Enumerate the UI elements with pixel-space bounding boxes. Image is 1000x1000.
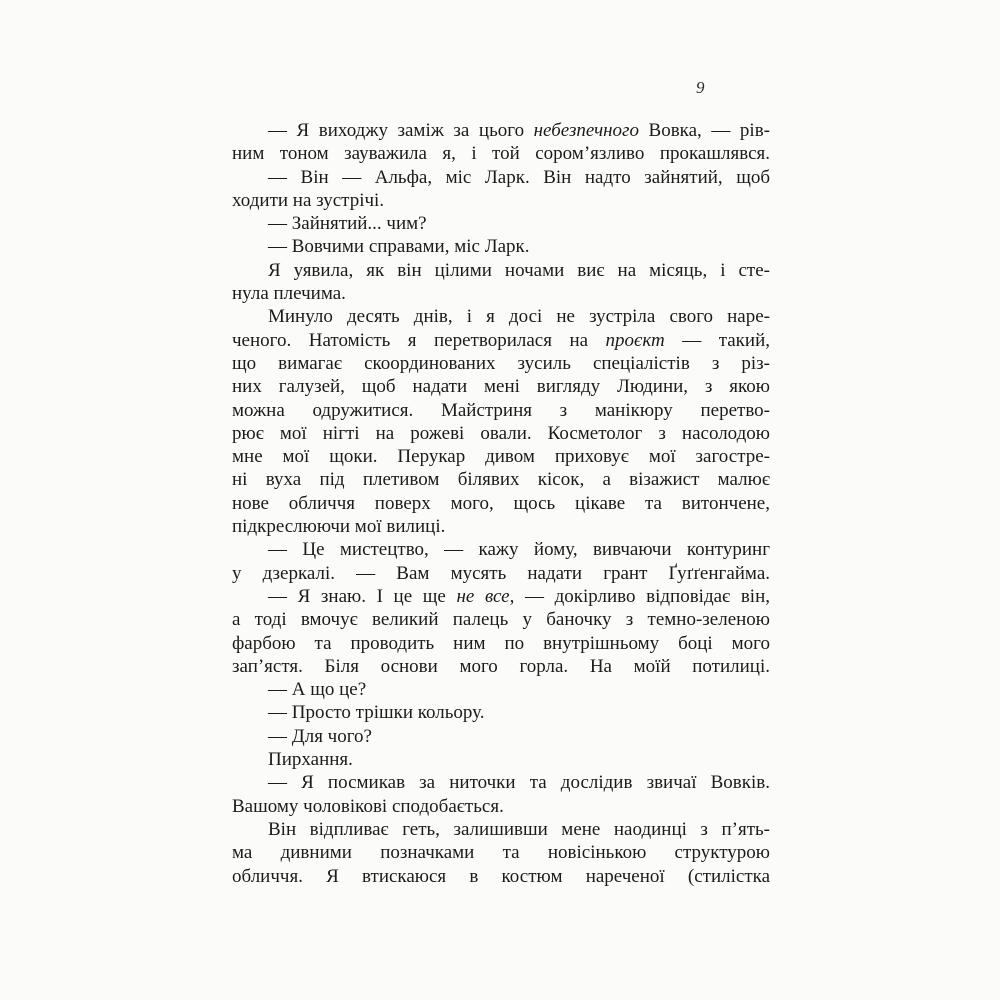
text-line — [232, 678, 770, 701]
text-line — [232, 795, 770, 818]
text-run: обличчя. Я втискаюся в костюм нареченої (стилістка — [232, 865, 770, 887]
text-line — [232, 865, 770, 888]
text-run: а тоді вмочує великий палець у баночку з темно-зеленою — [232, 609, 770, 631]
text-run: Він відпливає геть, залишивши мене наодинці з п’ять- — [268, 818, 770, 840]
text-run: Вашому чоловікові сподобається. — [232, 795, 504, 817]
paragraph — [232, 748, 770, 771]
text-run: підкреслюючи мої вилиці. — [232, 516, 446, 538]
text-line — [232, 655, 770, 678]
italic-text-run: проєкт — [605, 329, 665, 351]
text-line — [232, 841, 770, 864]
text-run: можна одружитися. Майстриня з манікюру перетво- — [232, 399, 770, 421]
text-run: — Вовчими справами, міс Ларк. — [268, 236, 530, 258]
paragraph — [232, 119, 770, 166]
text-run: — Це мистецтво, — кажу йому, вивчаючи контуринг — [268, 539, 770, 561]
text-line — [232, 562, 770, 585]
text-run: у дзеркалі. — Вам мусять надати грант Ґуґґенгайма. — [232, 562, 770, 584]
text-run: ма дивними позначками та новісінькою структурою — [232, 842, 770, 864]
text-line — [232, 771, 770, 794]
text-line — [232, 329, 770, 352]
paragraph — [232, 771, 770, 818]
text-run: зап’ястя. Біля основи мого горла. На моїй потилиці. — [232, 655, 770, 677]
text-line — [232, 166, 770, 189]
text-line — [232, 189, 770, 212]
text-line — [232, 748, 770, 771]
text-line — [232, 375, 770, 398]
paragraph — [232, 166, 770, 213]
text-run: Минуло десять днів, і я досі не зустріла свого наре- — [268, 306, 770, 328]
text-line — [232, 632, 770, 655]
text-run: ні вуха під плетивом білявих кісок, а візажист малює — [232, 469, 770, 491]
text-line — [232, 399, 770, 422]
text-line — [232, 445, 770, 468]
paragraph — [232, 585, 770, 678]
text-run: — Зайнятий... чим? — [268, 213, 427, 235]
paragraph — [232, 538, 770, 585]
paragraph — [232, 305, 770, 538]
text-run: — Для чого? — [268, 725, 372, 747]
text-line — [232, 818, 770, 841]
text-run: — А що це? — [268, 679, 367, 701]
text-line — [232, 235, 770, 258]
text-run: Я уявила, як він цілими ночами виє на місяць, і сте- — [268, 259, 770, 281]
text-run: — такий, — [664, 329, 770, 351]
paragraph — [232, 259, 770, 306]
page-number: 9 — [696, 78, 705, 97]
text-run: нове обличчя поверх мого, щось цікаве та витончене, — [232, 492, 770, 514]
text-run: фарбою та проводить ним по внутрішньому боці мого — [232, 632, 770, 654]
text-line — [232, 305, 770, 328]
paragraph — [232, 725, 770, 748]
text-line — [232, 585, 770, 608]
text-run: — Я виходжу заміж за цього — [268, 120, 534, 141]
text-run: нула плечима. — [232, 283, 346, 305]
text-run: мне мої щоки. Перукар дивом приховує мої загостре- — [232, 446, 770, 468]
text-run: — Він — Альфа, міс Ларк. Він надто зайнятий, щоб — [268, 166, 770, 188]
paragraph — [232, 235, 770, 258]
text-run: них галузей, щоб надати мені вигляду Людини, з якою — [232, 376, 770, 398]
paragraph — [232, 212, 770, 235]
text-run: — Я посмикав за ниточки та дослідив звичаї Вовків. — [268, 772, 770, 794]
paragraph — [232, 701, 770, 724]
text-line — [232, 259, 770, 282]
text-run: що вимагає скоординованих зусиль спеціалістів з різ- — [232, 352, 770, 374]
text-block — [232, 119, 770, 888]
paragraph — [232, 678, 770, 701]
text-run: ченого. Натомість я перетворилася на — [232, 329, 606, 351]
text-line — [232, 725, 770, 748]
text-run: — Просто трішки кольору. — [268, 702, 485, 724]
text-line — [232, 515, 770, 538]
text-run: ходити на зустрічі. — [232, 189, 385, 211]
italic-text-run: не все — [456, 585, 510, 607]
italic-text-run: небезпечного — [533, 120, 639, 141]
text-line — [232, 352, 770, 375]
text-run: , — докірливо відповідає він, — [509, 585, 770, 607]
paragraph — [232, 818, 770, 888]
text-run: рює мої нігті на рожеві овали. Косметолог з насолодою — [232, 422, 770, 444]
text-line — [232, 119, 770, 142]
text-line — [232, 212, 770, 235]
text-run: — Я знаю. І це ще — [268, 585, 457, 607]
text-line — [232, 422, 770, 445]
text-run: ним тоном зауважила я, і той сором’язливо прокашлявся. — [232, 143, 770, 165]
text-run: Пирхання. — [268, 749, 353, 771]
text-line — [232, 538, 770, 561]
text-line — [232, 701, 770, 724]
text-line — [232, 282, 770, 305]
text-line — [232, 142, 770, 165]
text-line — [232, 492, 770, 515]
text-line — [232, 608, 770, 631]
text-run: Вовка, — рів- — [638, 120, 770, 141]
text-line — [232, 468, 770, 491]
